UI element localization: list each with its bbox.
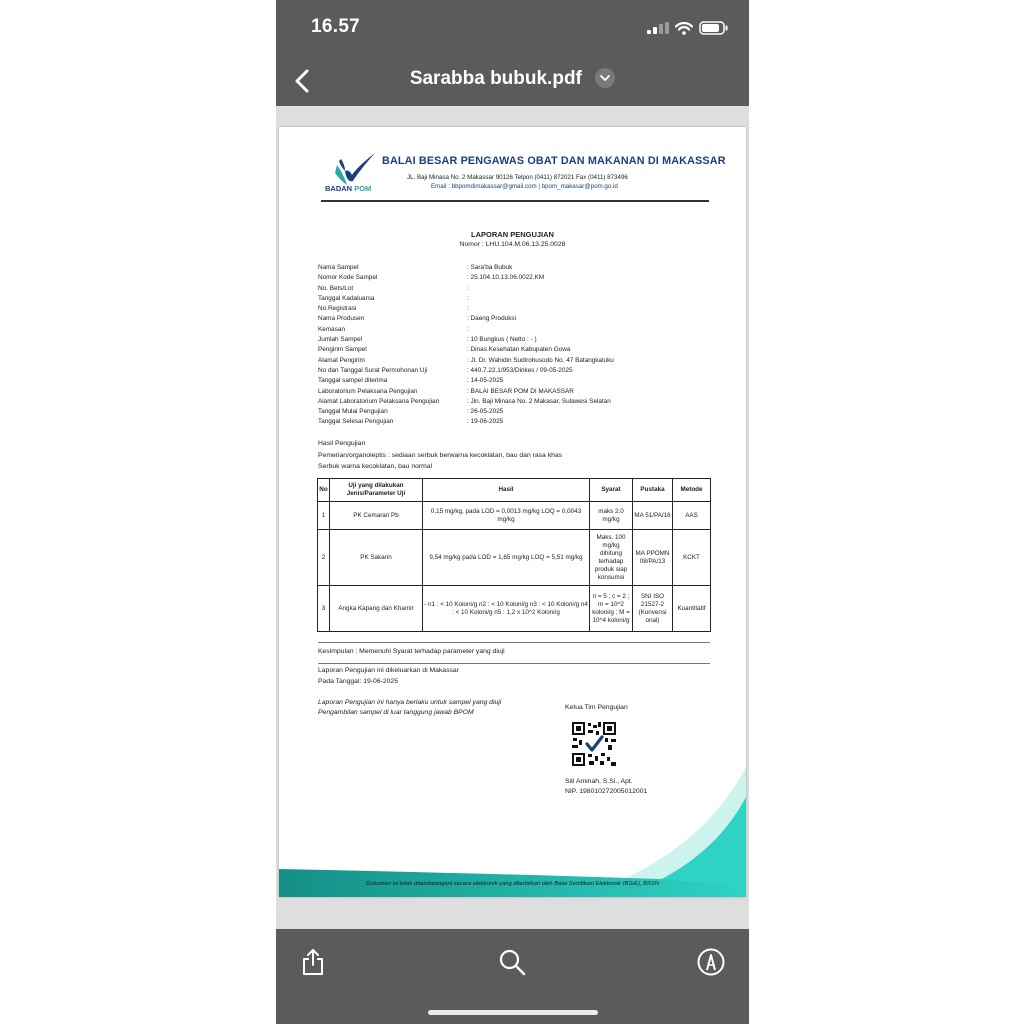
table-cell: - n1 : < 10 Koloni/g n2 : < 10 Koloni/g n3 : < 10 Koloni/g n4 : < 10 Koloni/g n5 : 1,2 x 10^2 Koloni/g — [423, 586, 590, 632]
pemerian-text: Pemerian/organoleptis : sediaan serbuk berwarna kecoklatan, bau dan rasa khas — [318, 452, 563, 459]
info-row: Pengirim Sampel : Dinas Kesehatan Kabupaten Gowa — [318, 346, 571, 354]
cellular-signal-icon — [647, 22, 669, 34]
issued-at-text: Laporan Pengujian ini dikeluarkan di Makassar — [318, 667, 459, 674]
battery-icon — [699, 21, 729, 35]
table-cell: Kuantitatif — [673, 586, 711, 632]
column-header: Metode — [673, 479, 711, 502]
table-cell: Maks. 100 mg/kg dihitung terhadap produk siap konsumsi — [590, 530, 633, 586]
kesimpulan-text: Kesimpulan : Memenuhi Syarat terhadap parameter yang diuji — [318, 648, 505, 655]
signer-name: Siti Aminah, S.Si., Apt. — [565, 778, 633, 785]
info-row: Tanggal Kadaluarsa : — [318, 294, 469, 302]
divider — [318, 663, 710, 664]
serbuk-text: Serbuk warna kecoklatan, bau normal — [318, 463, 433, 470]
table-cell: PK Cemaran Pb — [330, 502, 423, 530]
wifi-icon — [675, 22, 693, 35]
column-header: Uji yang dilakukan Jenis/Parameter Uji — [330, 479, 423, 502]
info-row: No. Bets/Lot : — [318, 284, 469, 292]
table-cell: 2 — [318, 530, 330, 586]
hasil-heading: Hasil Pengujian — [318, 440, 366, 447]
table-cell: KCKT — [673, 530, 711, 586]
table-row — [318, 530, 711, 586]
report-title: LAPORAN PENGUJIAN — [471, 230, 554, 239]
share-icon[interactable] — [298, 947, 328, 977]
institution-email: Email : bbpomdimakassar@gmail.com | bpom_makasar@pom.go.id — [431, 183, 618, 190]
table-cell: AAS — [673, 502, 711, 530]
document-title-text: Sarabba bubuk.pdf — [409, 68, 582, 89]
column-header: Pustaka — [633, 479, 673, 502]
table-header-row — [318, 479, 711, 502]
pdf-page — [279, 127, 746, 897]
info-row: No dan Tanggal Surat Permohonan Uji : 440.7.22.1/953/Dinkes / 09-05-2025 — [318, 366, 573, 374]
table-cell: Angka Kapang dan Khamir — [330, 586, 423, 632]
info-row: Nomor Kode Sampel : 25.104.10.13.06.0022.KM — [318, 274, 545, 282]
signer-title: Ketua Tim Pengujian — [565, 704, 628, 711]
info-row: No.Registrasi : — [318, 305, 469, 313]
table-cell: maks 2.0 mg/kg — [590, 502, 633, 530]
bottom-toolbar — [276, 929, 749, 1024]
sample-info — [318, 263, 614, 428]
institution-name: BALAI BESAR PENGAWAS OBAT DAN MAKANAN DI MAKASSAR — [382, 155, 726, 167]
decorative-wave — [279, 767, 746, 897]
info-row: Kemasan : — [318, 325, 469, 333]
column-header: No — [318, 479, 330, 502]
document-viewport[interactable] — [276, 106, 749, 929]
note-line-1: Laporan Pengujian ini hanya berlaku untuk sampel yang diuji — [318, 699, 502, 706]
pdf-viewer-app — [276, 0, 749, 1024]
table-row — [318, 586, 711, 632]
issued-date-text: Pada Tanggal: 19-06-2025 — [318, 678, 398, 685]
table-cell: PK Sakarin — [330, 530, 423, 586]
markup-pen-icon[interactable] — [696, 947, 726, 977]
info-row: Tanggal sampel diterima : 14-05-2025 — [318, 377, 504, 385]
bpom-logo-text: BADAN POM — [325, 184, 372, 193]
chevron-down-icon[interactable] — [595, 68, 615, 88]
header-divider — [321, 200, 709, 202]
info-row: Alamat Laboratorium Pelaksana Pengujian : Jln. Baji Minasa No. 2 Makasar, Sulawesi Selatan — [318, 397, 611, 405]
table-cell: SNI ISO 21527-2 (Konvensi onal) — [633, 586, 673, 632]
footer-note: Dokumen ini telah ditandatangani secara elektronik yang diterbitkan oleh Balai Sertifikasi Elektronik (BSrE), BSSN — [366, 881, 659, 887]
document-title[interactable] — [276, 68, 749, 90]
report-number: Nomor : LHU.104.M.06.13.25.0028 — [459, 241, 566, 248]
status-icons — [647, 18, 729, 38]
status-bar — [276, 0, 749, 56]
table-cell: MA PPOMN 08/PA/13 — [633, 530, 673, 586]
nav-bar — [276, 56, 749, 106]
qr-code-icon — [571, 721, 617, 767]
search-icon[interactable] — [497, 947, 527, 977]
note-line-2: Pengambilan sampel di luar tanggung jawab BPOM — [318, 709, 474, 716]
info-row: Nama Produsen : Daeng Produksi — [318, 315, 517, 323]
results-table — [317, 478, 711, 632]
info-row: Nama Sampel : Sara'ba Bubuk — [318, 264, 513, 271]
table-row — [318, 502, 711, 530]
table-cell: n = 5 ; c = 2 ; m = 10^2 koloni/g ; M = 10^4 koloni/g — [590, 586, 633, 632]
table-cell: MA 51/PA/16 — [633, 502, 673, 530]
table-cell: 1 — [318, 502, 330, 530]
institution-address: JL. Baji Minasa No. 2 Makassar 90126 Telpon (0411) 872021 Fax (0411) 873496 — [407, 174, 628, 181]
column-header: Hasil — [423, 479, 590, 502]
info-row: Tanggal Mulai Pengujian : 26-05-2025 — [318, 408, 504, 416]
table-cell: 0,15 mg/kg, pada LOD = 0,0013 mg/kg LOQ = 0,0043 mg/kg — [423, 502, 590, 530]
table-cell: 9,54 mg/kg pada LOD = 1,65 mg/kg LOQ = 5,51 mg/kg — [423, 530, 590, 586]
home-indicator[interactable] — [428, 1010, 598, 1015]
info-row: Jumlah Sampel : 10 Bungkus ( Netto : - ) — [318, 336, 537, 344]
table-cell: 3 — [318, 586, 330, 632]
info-row: Laboratorium Pelaksana Pengujian : BALAI BESAR POM DI MAKASSAR — [318, 387, 574, 395]
column-header: Syarat — [590, 479, 633, 502]
info-row: Alamat Pengirim : Jl. Dr. Wahidin Sudirohusodo No. 47 Batangkaluku — [318, 356, 614, 364]
info-row: Tanggal Selesai Pengujian : 19-06-2025 — [318, 418, 504, 426]
status-time: 16.57 — [311, 16, 361, 37]
signer-nip: NIP. 198010272005012001 — [565, 788, 648, 795]
divider — [318, 642, 710, 643]
